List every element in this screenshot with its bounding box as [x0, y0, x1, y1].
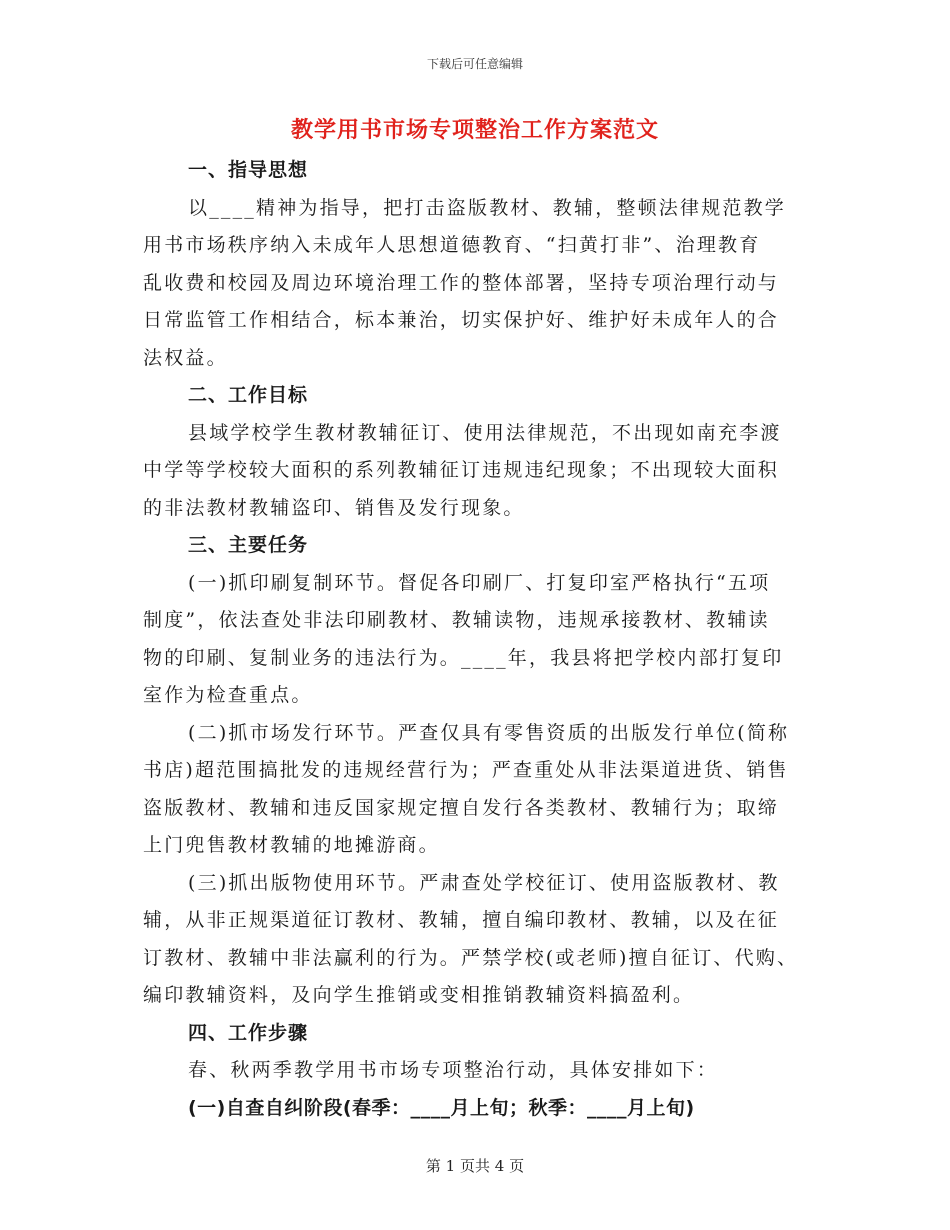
paragraph-line: 法权益。: [143, 346, 228, 369]
paragraph-line: (三)抓出版物使用环节。严肃查处学校征订、使用盗版教材、教: [188, 871, 780, 894]
section-heading-guiding-ideology: 一、指导思想: [188, 159, 309, 181]
section-heading-work-steps: 四、工作步骤: [188, 1021, 309, 1044]
section-heading-work-goals: 二、工作目标: [188, 384, 309, 406]
paragraph-line: 订教材、教辅中非法赢利的行为。严禁学校(或老师)擅自征订、代购、: [143, 946, 799, 969]
paragraph-line: 县域学校学生教材教辅征订、使用法律规范，不出现如南充李渡: [188, 421, 782, 444]
paragraph-line: 辅，从非正规渠道征订教材、教辅，擅自编印教材、教辅，以及在征: [143, 909, 780, 931]
paragraph-line: (一)抓印刷复制环节。督促各印刷厂、打复印室严格执行“五项: [188, 571, 771, 594]
page-number: 第 1 页共 4 页: [425, 1157, 525, 1175]
paragraph-line: 用书市场秩序纳入未成年人思想道德教育、“扫黄打非”、治理教育: [143, 234, 761, 256]
paragraph-line: (二)抓市场发行环节。严查仅具有零售资质的出版发行单位(简称: [188, 721, 790, 744]
paragraph-line: 制度”，依法查处非法印刷教材、教辅读物，违规承接教材、教辅读: [143, 609, 770, 631]
paragraph-line: 物的印刷、复制业务的违法行为。____年，我县将把学校内部打复印: [143, 646, 784, 669]
paragraph-line: 的非法教材教辅盗印、销售及发行现象。: [143, 496, 525, 519]
paragraph-line: 乱收费和校园及周边环境治理工作的整体部署，坚持专项治理行动与: [143, 271, 780, 294]
paragraph-line: 编印教辅资料，及向学生推销或变相推销教辅资料搞盈利。: [143, 984, 695, 1006]
paragraph-line: 中学等学校较大面积的系列教辅征订违规违纪现象；不出现较大面积: [143, 459, 780, 481]
document-title: 教学用书市场专项整治工作方案范文: [290, 117, 659, 143]
paragraph-line: 春、秋两季教学用书市场专项整治行动，具体安排如下：: [188, 1059, 719, 1081]
document-body: [143, 152, 813, 1127]
paragraph-line: 日常监管工作相结合，标本兼治，切实保护好、维护好未成年人的合: [143, 309, 780, 331]
paragraph-line: 盗版教材、教辅和违反国家规定擅自发行各类教材、教辅行为；取缔: [143, 796, 780, 819]
header-note: 下载后可任意编辑: [426, 57, 523, 71]
paragraph-line: 以____精神为指导，把打击盗版教材、教辅，整顿法律规范教学: [188, 196, 787, 219]
section-heading-main-tasks: 三、主要任务: [188, 534, 309, 556]
subsection-heading-self-check: (一)自查自纠阶段(春季：____月上旬；秋季：____月上旬): [188, 1096, 695, 1119]
paragraph-line: 上门兜售教材教辅的地摊游商。: [143, 834, 440, 856]
paragraph-line: 室作为检查重点。: [143, 684, 313, 706]
paragraph-line: 书店)超范围搞批发的违规经营行为；严查重处从非法渠道进货、销售: [143, 759, 789, 781]
